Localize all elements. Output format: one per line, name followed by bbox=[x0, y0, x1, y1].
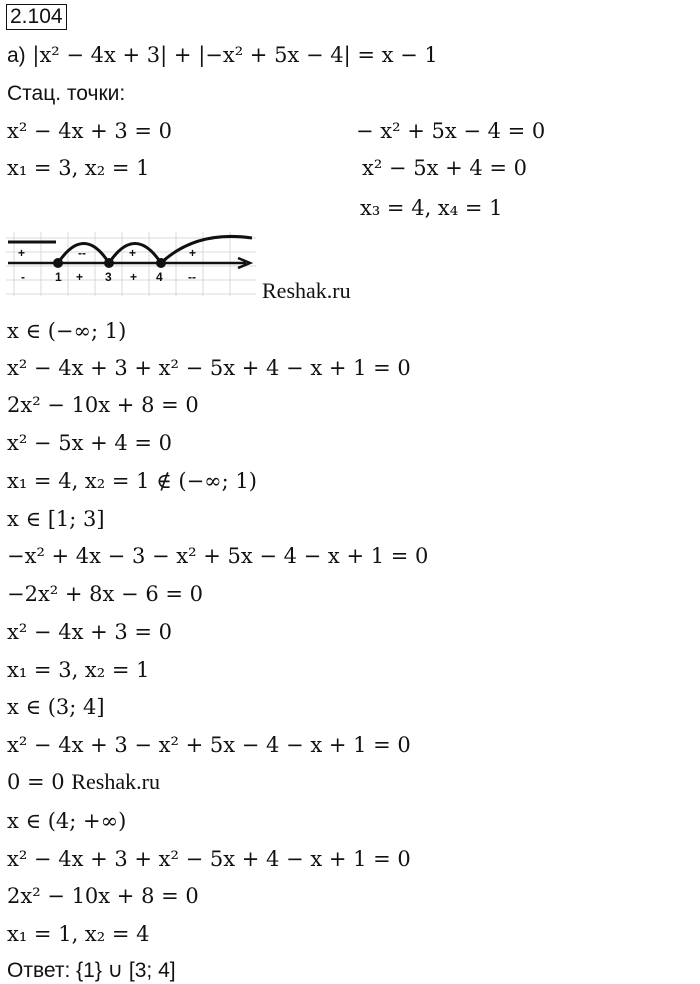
case3-eq2: 0 = 0 bbox=[7, 770, 65, 794]
right-equation-1: − x² + 5x − 4 = 0 bbox=[356, 119, 546, 143]
case4-roots: x₁ = 1, x₂ = 4 bbox=[7, 922, 150, 946]
point-label-1: 1 bbox=[55, 270, 62, 284]
watermark: Reshak.ru bbox=[262, 278, 351, 303]
watermark-inline: Reshak.ru bbox=[71, 769, 160, 794]
main-equation: |x² − 4x + 3| + |−x² + 5x − 4| = x − 1 bbox=[32, 43, 438, 67]
point-label-4: 4 bbox=[156, 270, 163, 284]
left-equation: x² − 4x + 3 = 0 bbox=[7, 119, 173, 143]
bottom-sign-4: -- bbox=[188, 270, 196, 284]
case4-eq1: x² − 4x + 3 + x² − 5x + 4 − x + 1 = 0 bbox=[7, 847, 411, 871]
point-4 bbox=[156, 258, 166, 268]
left-roots: x₁ = 3, x₂ = 1 bbox=[7, 156, 150, 180]
part-label: а) bbox=[7, 44, 26, 67]
answer: Ответ: {1} ∪ [3; 4] bbox=[7, 959, 176, 982]
case2-eq1: −x² + 4x − 3 − x² + 5x − 4 − x + 1 = 0 bbox=[7, 544, 429, 568]
stationary-label: Стац. точки: bbox=[7, 82, 126, 105]
main-equation-line bbox=[7, 42, 438, 69]
case4-interval: x ∈ (4; +∞) bbox=[7, 809, 127, 833]
number-line-diagram bbox=[6, 232, 256, 296]
right-roots: x₃ = 4, x₄ = 1 bbox=[360, 196, 503, 220]
case1-eq3: x² − 5x + 4 = 0 bbox=[7, 431, 173, 455]
case2-eq2: −2x² + 8x − 6 = 0 bbox=[7, 582, 203, 606]
case2-roots: x₁ = 3, x₂ = 1 bbox=[7, 658, 150, 682]
bottom-sign-2: + bbox=[76, 270, 84, 284]
point-label-3: 3 bbox=[105, 270, 112, 284]
case1-roots: x₁ = 4, x₂ = 1 ∉ (−∞; 1) bbox=[7, 469, 257, 493]
bottom-sign-1: - bbox=[21, 270, 25, 284]
case3-interval: x ∈ (3; 4] bbox=[7, 695, 105, 719]
right-equation-2: x² − 5x + 4 = 0 bbox=[362, 156, 528, 180]
problem-number: 2.104 bbox=[6, 4, 67, 30]
case3-eq2-line bbox=[7, 769, 160, 795]
case2-interval: x ∈ [1; 3] bbox=[7, 507, 105, 531]
case4-eq2: 2x² − 10x + 8 = 0 bbox=[7, 884, 199, 908]
case2-eq3: x² − 4x + 3 = 0 bbox=[7, 620, 173, 644]
case1-eq1: x² − 4x + 3 + x² − 5x + 4 − x + 1 = 0 bbox=[7, 356, 411, 380]
top-sign-3: + bbox=[129, 246, 137, 260]
top-sign-4: + bbox=[189, 246, 197, 260]
point-1 bbox=[53, 258, 63, 268]
case1-eq2: 2x² − 10x + 8 = 0 bbox=[7, 393, 199, 417]
point-3 bbox=[104, 258, 114, 268]
top-sign-2: -- bbox=[78, 246, 86, 260]
case3-eq1: x² − 4x + 3 − x² + 5x − 4 − x + 1 = 0 bbox=[7, 733, 411, 757]
bottom-sign-3: + bbox=[130, 270, 138, 284]
case1-interval: x ∈ (−∞; 1) bbox=[7, 319, 127, 343]
top-sign-1: + bbox=[18, 246, 26, 260]
